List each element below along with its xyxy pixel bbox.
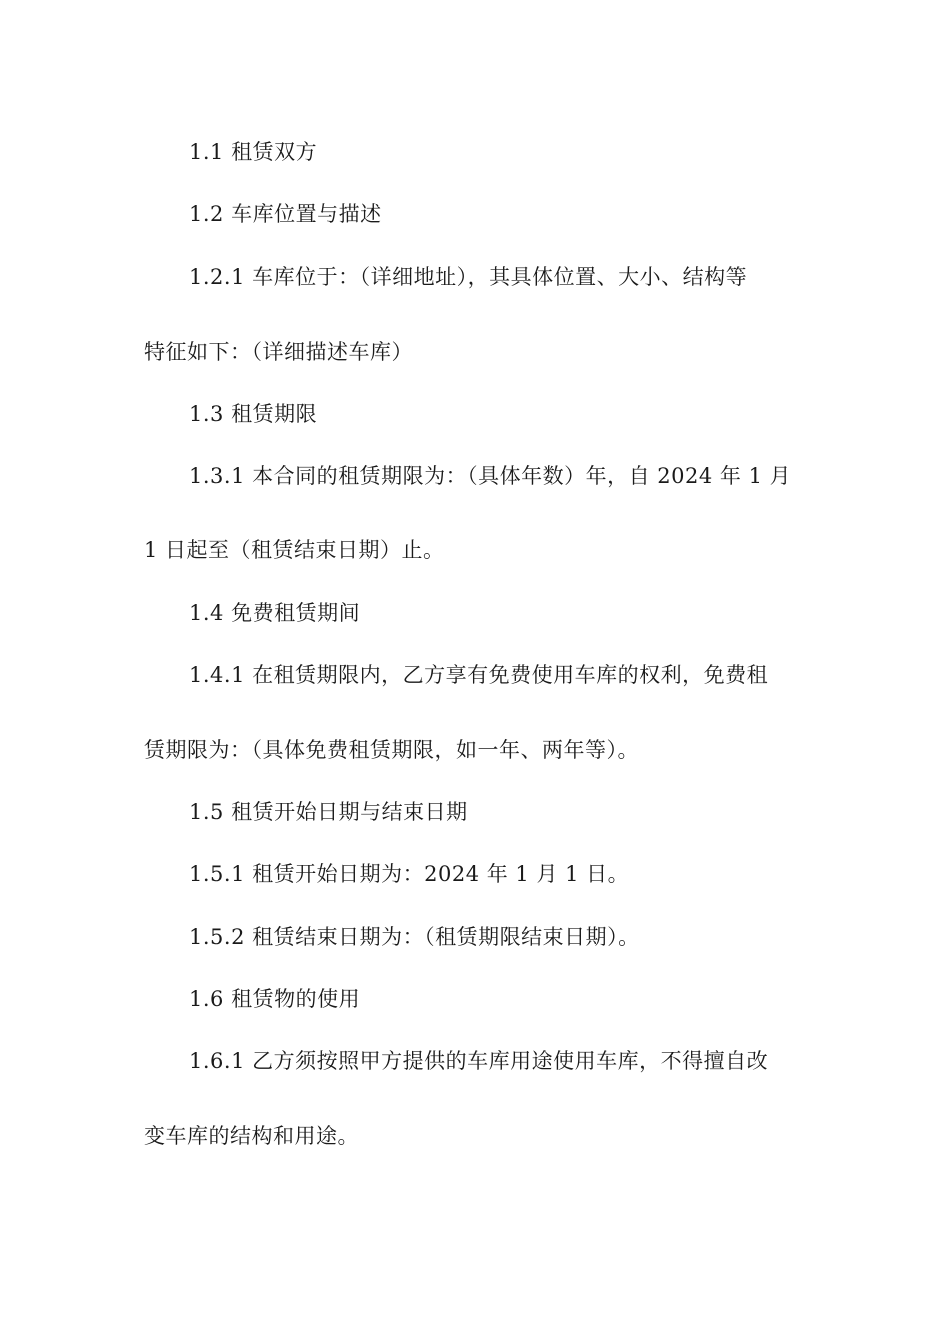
clause-1-5-1: 1.5.1 租赁开始日期为：2024 年 1 月 1 日。 [189,862,630,886]
clause-1-2-1-line-2: 特征如下：（详细描述车库） [144,340,413,364]
clause-1-6-1-line-1: 1.6.1 乙方须按照甲方提供的车库用途使用车库，不得擅自改 [189,1049,769,1073]
clause-1-4-1-line-2: 赁期限为：（具体免费租赁期限，如一年、两年等）。 [144,738,639,762]
heading-1-4: 1.4 免费租赁期间 [189,601,361,625]
clause-1-2-1-line-1: 1.2.1 车库位于：（详细地址），其具体位置、大小、结构等 [189,265,748,289]
clause-1-3-1-line-1: 1.3.1 本合同的租赁期限为：（具体年数）年，自 2024 年 1 月 [189,464,792,488]
clause-1-3-1-line-2: 1 日起至（租赁结束日期）止。 [144,538,445,562]
heading-1-2: 1.2 车库位置与描述 [189,202,382,226]
clause-1-4-1-line-1: 1.4.1 在租赁期限内，乙方享有免费使用车库的权利，免费租 [189,663,769,687]
heading-1-5: 1.5 租赁开始日期与结束日期 [189,800,468,824]
clause-1-6-1-line-2: 变车库的结构和用途。 [144,1124,359,1148]
heading-1-1: 1.1 租赁双方 [189,140,318,164]
heading-1-3: 1.3 租赁期限 [189,402,318,426]
heading-1-6: 1.6 租赁物的使用 [189,987,361,1011]
clause-1-5-2: 1.5.2 租赁结束日期为：（租赁期限结束日期）。 [189,925,640,949]
